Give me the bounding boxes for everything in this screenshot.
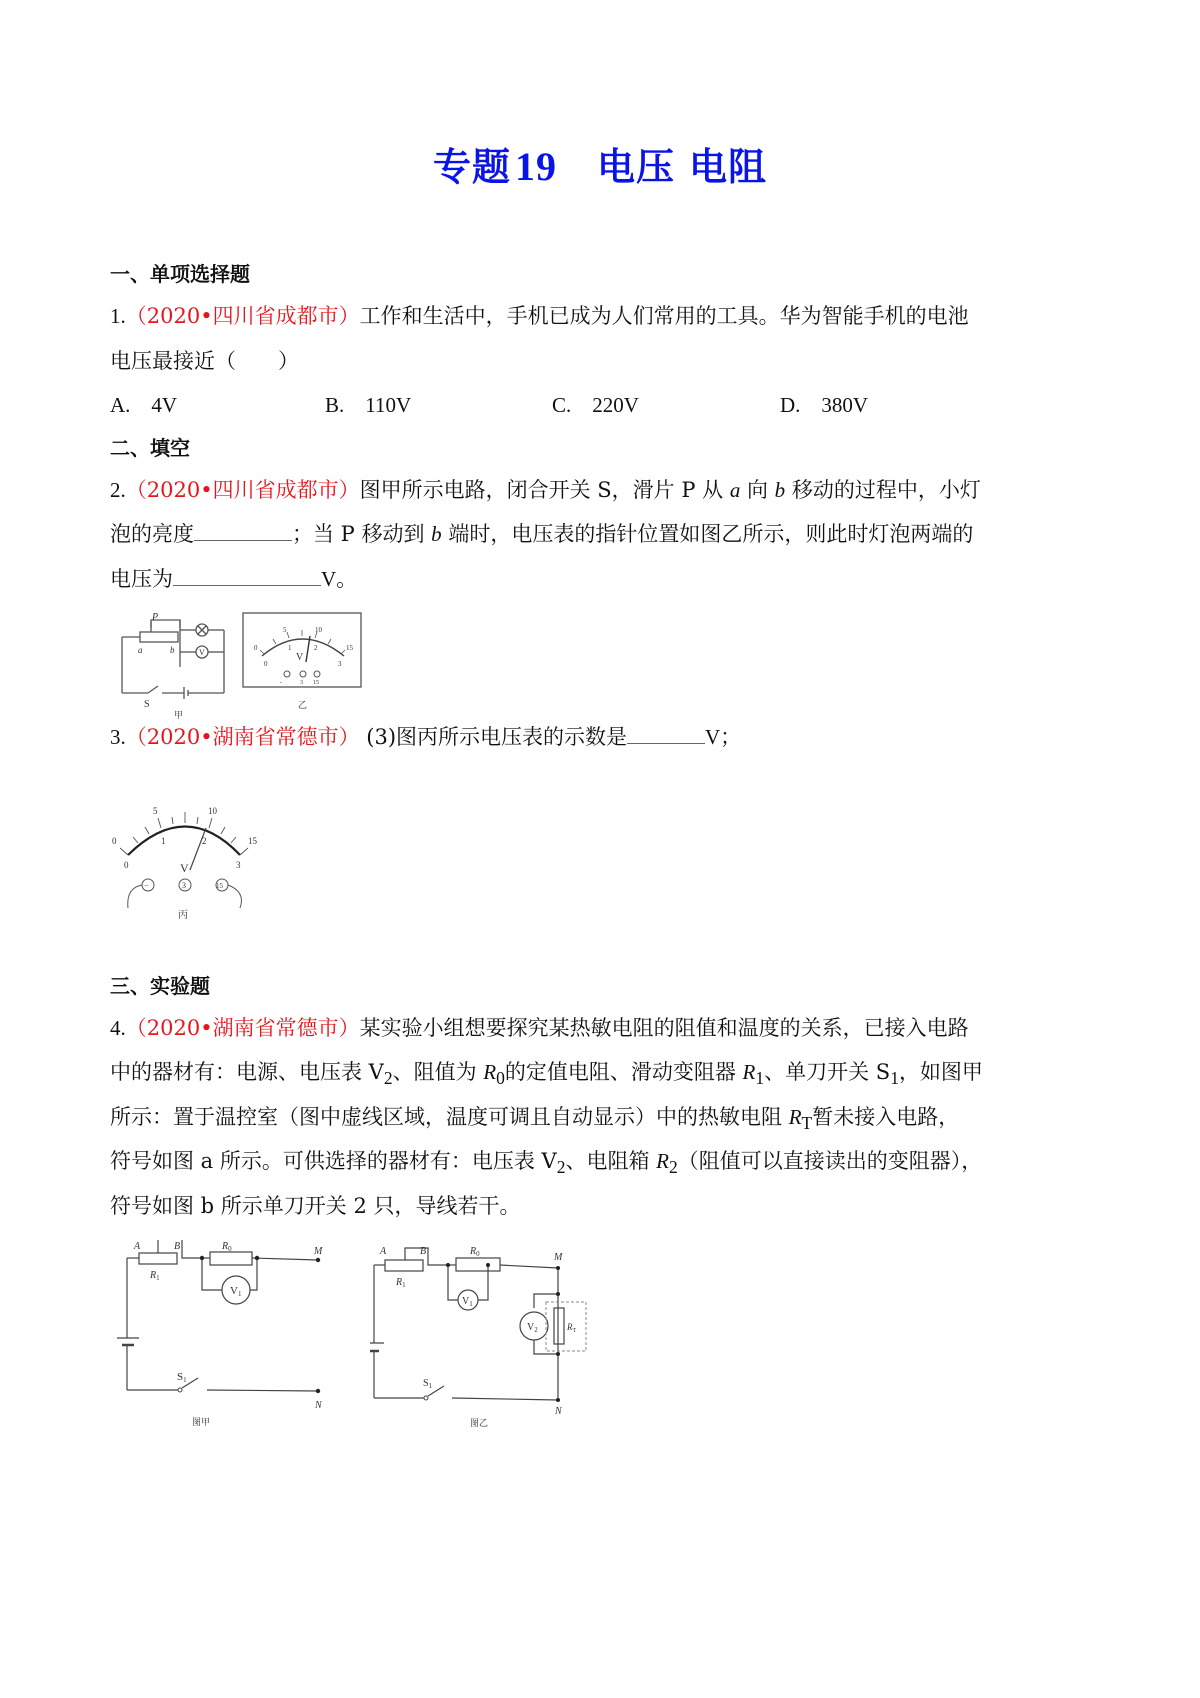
q4-var-r: R: [483, 1060, 497, 1084]
q1-number: 1.: [110, 304, 126, 328]
q4-sub: 2: [556, 1157, 566, 1178]
yi-label-v2: $V_2$: [527, 1322, 538, 1334]
q4-source: （2020•湖南省常德市）: [125, 1016, 360, 1040]
yi-unit: V: [296, 652, 304, 663]
q2-line1: [110, 474, 981, 504]
q2-number: 2.: [110, 478, 126, 502]
q4-var-r: R: [656, 1149, 669, 1173]
fig-label-s: S: [144, 699, 150, 710]
fig-label-v: V: [199, 648, 205, 657]
jia-label-r1: $R_1$: [150, 1270, 160, 1282]
jia-label-v1: V1: [230, 1285, 242, 1298]
q1-option-c: C. 220V: [552, 393, 639, 417]
yi-scale-bottom-2: 2: [314, 644, 318, 652]
q1-line1: [110, 300, 969, 330]
q2-source: （2020•四川省成都市）: [125, 478, 360, 502]
q2-answer-blank-1[interactable]: [194, 522, 292, 541]
fig-label-p: P: [152, 612, 159, 623]
q2-line3: [110, 563, 357, 593]
yi-label-r0: $R_0$: [470, 1246, 480, 1258]
yi-scale-top-0: 0: [254, 644, 258, 652]
yi-scale-top-5: 5: [283, 626, 287, 634]
yi-scale-top-10: 10: [315, 626, 322, 634]
q4-var-r: R: [788, 1105, 802, 1129]
yi-scale-top-15: 15: [346, 644, 353, 652]
section-heading-fill-blank: 二、填空: [110, 436, 190, 460]
fig-caption-tu-jia: 图甲: [192, 1417, 211, 1427]
jia-label-s1: S1: [177, 1371, 187, 1384]
bing-unit: V: [180, 861, 189, 875]
jia-label-a: A: [134, 1241, 141, 1252]
q1-option-b: B. 110V: [325, 393, 412, 417]
q2-figure-jia-circuit: [118, 610, 233, 720]
q1-text-line2: 电压最接近（ ）: [110, 349, 299, 373]
fig-label-a: a: [138, 645, 143, 655]
q4-text: 中的器材有：电源、电压表 V: [110, 1060, 384, 1084]
q1-option-a: A. 4V: [110, 393, 178, 417]
title-number: 19: [514, 144, 557, 189]
q2-answer-blank-2[interactable]: [173, 567, 321, 586]
q3-line: [110, 721, 741, 751]
fig-caption-yi: 乙: [298, 700, 308, 710]
q2-figure-yi-voltmeter: [240, 610, 365, 720]
title-word2: 电阻: [689, 145, 768, 189]
q4-text: ，如图甲: [898, 1060, 983, 1084]
q4-text: 的定值电阻、滑动变阻器: [504, 1060, 743, 1084]
q4-number: 4.: [110, 1016, 126, 1040]
page-title: [0, 136, 1200, 191]
q4-line4: [110, 1145, 982, 1178]
fig-caption-jia: 甲: [174, 710, 184, 720]
bing-scale-bottom-2: 2: [202, 836, 207, 846]
bing-terminal-3: 3: [182, 881, 186, 890]
q1-source: （2020•四川省成都市）: [125, 304, 360, 328]
jia-label-b: B: [174, 1241, 181, 1252]
q3-text: (3)图丙所示电压表的示数是: [359, 725, 628, 749]
yi-terminal-3: 3: [300, 680, 303, 686]
q4-sub: 1: [755, 1068, 765, 1089]
q2-text: 电压为: [110, 567, 173, 591]
bing-scale-top-5: 5: [153, 806, 158, 816]
bing-scale-bottom-3: 3: [236, 860, 241, 870]
q1-option-d: D. 380V: [780, 393, 869, 417]
q4-var-r: R: [742, 1060, 756, 1084]
bing-terminal-15: 15: [216, 882, 223, 890]
q4-sub: T: [801, 1113, 813, 1134]
q4-sub: 2: [668, 1157, 678, 1178]
q2-text: 图甲所示电路，闭合开关 S，滑片 P 从: [359, 478, 730, 502]
q2-text: 泡的亮度: [110, 522, 194, 546]
bing-scale-top-0: 0: [112, 836, 117, 846]
yi-terminal-neg: -: [280, 680, 282, 686]
q2-line2: [110, 518, 973, 548]
q2-text: ；当 P 移动到: [292, 522, 432, 546]
jia-label-r0: $R_0$: [222, 1241, 232, 1253]
bing-scale-bottom-1: 1: [161, 836, 166, 846]
q3-figure-bing-voltmeter: [108, 800, 268, 930]
section-heading-experiment: 三、实验题: [110, 974, 210, 998]
yi-label-n: N: [555, 1406, 562, 1417]
section-heading-single-choice: 一、单项选择题: [110, 262, 250, 286]
q3-source: （2020•湖南省常德市）: [125, 725, 360, 749]
q4-sub: 1: [890, 1068, 899, 1089]
fig-caption-bing: 丙: [178, 910, 188, 921]
yi-label-rt: $R_T$: [567, 1322, 577, 1334]
q4-text: 、电阻箱: [565, 1149, 657, 1173]
q4-sub: 0: [496, 1068, 505, 1089]
q2-text: 移动的过程中，小灯: [785, 478, 981, 502]
q2-var-b: b: [431, 522, 442, 546]
q4-sub: 2: [383, 1068, 393, 1089]
q4-figure-jia-circuit: [112, 1240, 352, 1540]
yi-scale-bottom-0: 0: [264, 660, 268, 668]
bing-scale-top-10: 10: [208, 806, 217, 816]
fig-label-b: b: [170, 645, 175, 655]
q4-text: （阻值可以直接读出的变阻器），: [677, 1149, 983, 1173]
q2-var-a: a: [729, 478, 741, 502]
yi-label-m: M: [554, 1252, 563, 1263]
fig-caption-tu-yi: 图乙: [470, 1418, 489, 1428]
q4-line3: [110, 1101, 959, 1134]
yi-terminal-15: 15: [313, 680, 319, 686]
q4-line1: [110, 1012, 969, 1042]
yi-label-b: B: [420, 1246, 427, 1257]
q4-text: 所示：置于温控室（图中虚线区域，温度可调且自动显示）中的热敏电阻: [110, 1105, 789, 1129]
q4-figure-yi-circuit: [370, 1240, 610, 1540]
q2-text: 端时，电压表的指针位置如图乙所示，则此时灯泡两端的: [441, 522, 974, 546]
bing-scale-bottom-0: 0: [124, 860, 129, 870]
q2-text: 向: [740, 478, 775, 502]
jia-label-n: N: [315, 1400, 322, 1411]
q3-text: V；: [705, 725, 742, 749]
bing-terminal-neg: −: [144, 881, 149, 890]
q4-line2: [110, 1056, 983, 1089]
yi-label-s1: $S_1$: [423, 1378, 433, 1390]
yi-label-a: A: [380, 1246, 387, 1257]
yi-scale-bottom-3: 3: [338, 660, 342, 668]
q3-number: 3.: [110, 725, 126, 749]
jia-label-m: M: [314, 1246, 323, 1257]
q3-answer-blank[interactable]: [627, 725, 705, 744]
yi-scale-bottom-1: 1: [288, 644, 292, 652]
q4-text: 暂未接入电路，: [812, 1105, 960, 1129]
q4-text: 、单刀开关 S: [764, 1060, 891, 1084]
q4-line5: 符号如图 b 所示单刀开关 2 只，导线若干。: [110, 1194, 521, 1218]
yi-label-v1: $V_1$: [462, 1296, 473, 1308]
bing-scale-top-15: 15: [248, 836, 257, 846]
q2-text: V。: [321, 567, 358, 591]
q4-text: 某实验小组想要探究某热敏电阻的阻值和温度的关系，已接入电路: [359, 1016, 969, 1040]
q4-text: 、阻值为: [392, 1060, 484, 1084]
yi-label-r1: $R_1$: [396, 1277, 406, 1289]
title-word1: 电压: [596, 145, 675, 189]
q4-text: 符号如图 a 所示。可供选择的器材有：电压表 V: [110, 1149, 557, 1173]
q2-var-b: b: [774, 478, 786, 502]
title-prefix: 专题: [432, 145, 511, 189]
q1-text-line1: 工作和生活中，手机已成为人们常用的工具。华为智能手机的电池: [359, 304, 969, 328]
